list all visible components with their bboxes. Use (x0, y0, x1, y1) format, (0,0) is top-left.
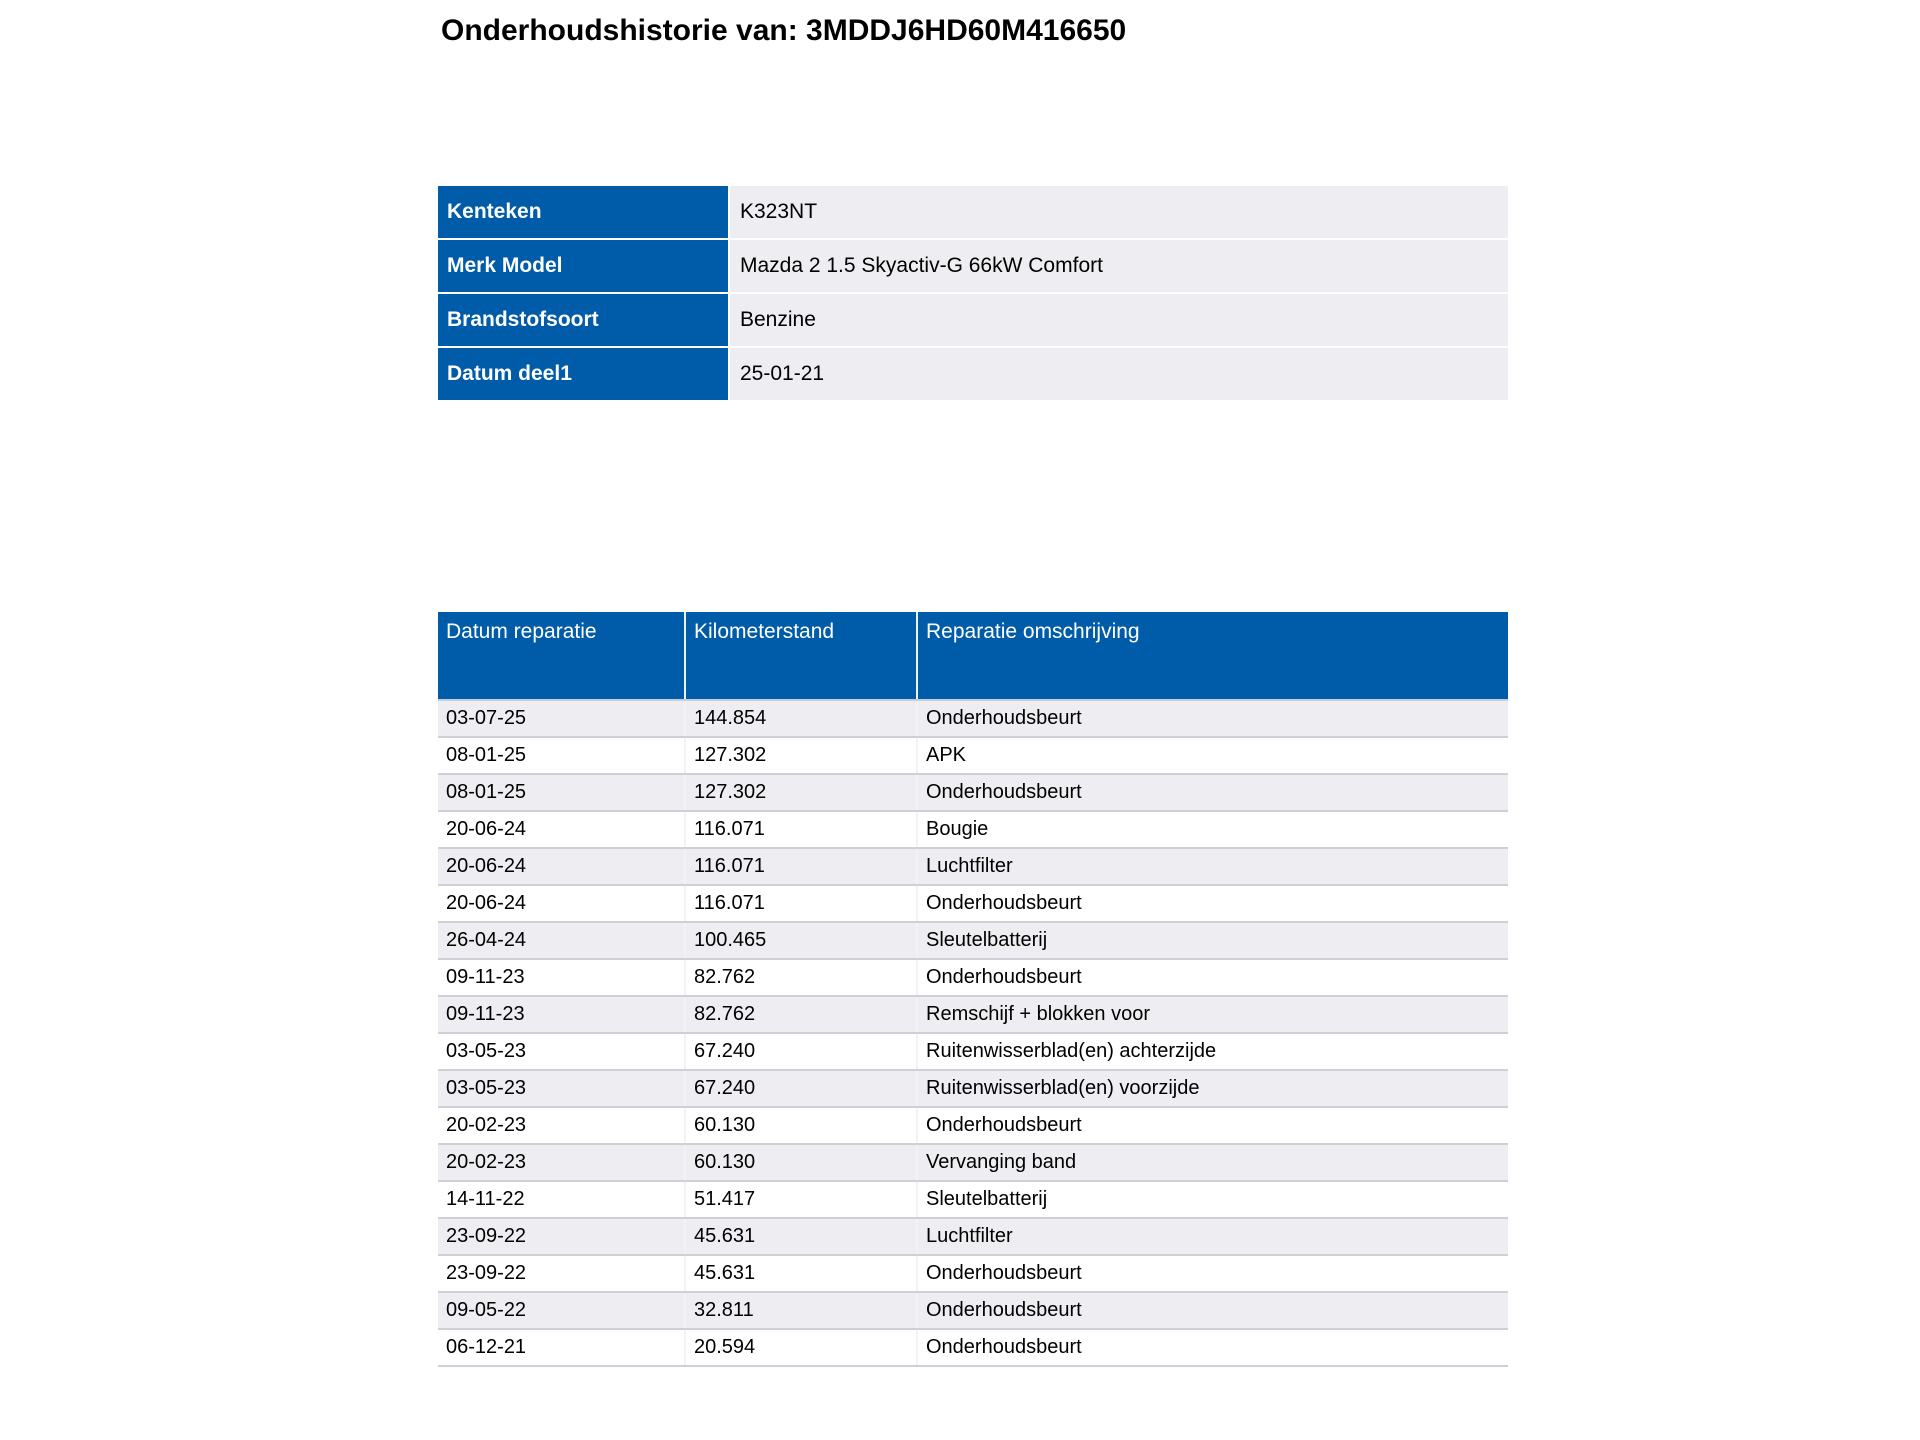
odometer-cell: 116.071 (685, 848, 917, 885)
vehicle-info-value: Benzine (730, 294, 1508, 346)
vehicle-info-row (438, 348, 1508, 400)
vehicle-info-row (438, 186, 1508, 238)
vehicle-info-label: Datum deel1 (438, 348, 730, 400)
odometer-cell: 82.762 (685, 959, 917, 996)
vehicle-info-label: Merk Model (438, 240, 730, 292)
odometer-cell: 67.240 (685, 1033, 917, 1070)
odometer-cell: 67.240 (685, 1070, 917, 1107)
maintenance-row (438, 1292, 1508, 1329)
maintenance-row (438, 885, 1508, 922)
maintenance-row (438, 1107, 1508, 1144)
vehicle-info-label: Kenteken (438, 186, 730, 238)
odometer-cell: 45.631 (685, 1218, 917, 1255)
odometer-cell: 45.631 (685, 1255, 917, 1292)
column-header: Reparatie omschrijving (917, 612, 1508, 700)
maintenance-row (438, 922, 1508, 959)
column-header: Kilometerstand (685, 612, 917, 700)
repair-description-cell: Onderhoudsbeurt (917, 774, 1508, 811)
repair-description-cell: Bougie (917, 811, 1508, 848)
repair-date-cell: 23-09-22 (438, 1255, 685, 1292)
odometer-cell: 116.071 (685, 811, 917, 848)
vehicle-info-table (438, 184, 1508, 402)
repair-date-cell: 06-12-21 (438, 1329, 685, 1366)
vehicle-info-value: K323NT (730, 186, 1508, 238)
vehicle-info-row (438, 294, 1508, 346)
maintenance-header-row (438, 612, 1508, 700)
repair-description-cell: Onderhoudsbeurt (917, 1255, 1508, 1292)
repair-description-cell: Sleutelbatterij (917, 922, 1508, 959)
repair-description-cell: Onderhoudsbeurt (917, 1107, 1508, 1144)
repair-date-cell: 09-05-22 (438, 1292, 685, 1329)
maintenance-row (438, 737, 1508, 774)
repair-description-cell: Onderhoudsbeurt (917, 1292, 1508, 1329)
maintenance-row (438, 811, 1508, 848)
odometer-cell: 144.854 (685, 700, 917, 737)
maintenance-row (438, 1255, 1508, 1292)
repair-description-cell: APK (917, 737, 1508, 774)
maintenance-row (438, 1218, 1508, 1255)
odometer-cell: 82.762 (685, 996, 917, 1033)
repair-date-cell: 03-07-25 (438, 700, 685, 737)
repair-description-cell: Ruitenwisserblad(en) achterzijde (917, 1033, 1508, 1070)
maintenance-row (438, 1070, 1508, 1107)
repair-description-cell: Vervanging band (917, 1144, 1508, 1181)
repair-date-cell: 23-09-22 (438, 1218, 685, 1255)
page-title: Onderhoudshistorie van: 3MDDJ6HD60M416650 (441, 14, 1127, 47)
vehicle-info-label: Brandstofsoort (438, 294, 730, 346)
vehicle-info-value: 25-01-21 (730, 348, 1508, 400)
maintenance-row (438, 959, 1508, 996)
maintenance-row (438, 774, 1508, 811)
maintenance-row (438, 1033, 1508, 1070)
odometer-cell: 100.465 (685, 922, 917, 959)
repair-date-cell: 09-11-23 (438, 996, 685, 1033)
odometer-cell: 32.811 (685, 1292, 917, 1329)
repair-date-cell: 20-02-23 (438, 1144, 685, 1181)
odometer-cell: 60.130 (685, 1107, 917, 1144)
repair-description-cell: Ruitenwisserblad(en) voorzijde (917, 1070, 1508, 1107)
odometer-cell: 127.302 (685, 774, 917, 811)
odometer-cell: 116.071 (685, 885, 917, 922)
repair-date-cell: 26-04-24 (438, 922, 685, 959)
odometer-cell: 127.302 (685, 737, 917, 774)
odometer-cell: 51.417 (685, 1181, 917, 1218)
repair-date-cell: 20-06-24 (438, 811, 685, 848)
maintenance-history-table (438, 612, 1508, 1367)
repair-date-cell: 20-06-24 (438, 848, 685, 885)
odometer-cell: 60.130 (685, 1144, 917, 1181)
repair-date-cell: 03-05-23 (438, 1070, 685, 1107)
vehicle-info-value: Mazda 2 1.5 Skyactiv-G 66kW Comfort (730, 240, 1508, 292)
repair-date-cell: 09-11-23 (438, 959, 685, 996)
maintenance-row (438, 1181, 1508, 1218)
repair-description-cell: Luchtfilter (917, 848, 1508, 885)
repair-date-cell: 20-06-24 (438, 885, 685, 922)
maintenance-row (438, 996, 1508, 1033)
repair-date-cell: 14-11-22 (438, 1181, 685, 1218)
maintenance-row (438, 848, 1508, 885)
column-header: Datum reparatie (438, 612, 685, 700)
odometer-cell: 20.594 (685, 1329, 917, 1366)
vehicle-info-row (438, 240, 1508, 292)
repair-description-cell: Remschijf + blokken voor (917, 996, 1508, 1033)
repair-description-cell: Luchtfilter (917, 1218, 1508, 1255)
repair-date-cell: 08-01-25 (438, 774, 685, 811)
repair-description-cell: Onderhoudsbeurt (917, 885, 1508, 922)
maintenance-row (438, 700, 1508, 737)
repair-date-cell: 20-02-23 (438, 1107, 685, 1144)
repair-date-cell: 08-01-25 (438, 737, 685, 774)
repair-description-cell: Onderhoudsbeurt (917, 1329, 1508, 1366)
maintenance-row (438, 1329, 1508, 1366)
repair-description-cell: Onderhoudsbeurt (917, 700, 1508, 737)
repair-description-cell: Onderhoudsbeurt (917, 959, 1508, 996)
repair-date-cell: 03-05-23 (438, 1033, 685, 1070)
maintenance-row (438, 1144, 1508, 1181)
repair-description-cell: Sleutelbatterij (917, 1181, 1508, 1218)
